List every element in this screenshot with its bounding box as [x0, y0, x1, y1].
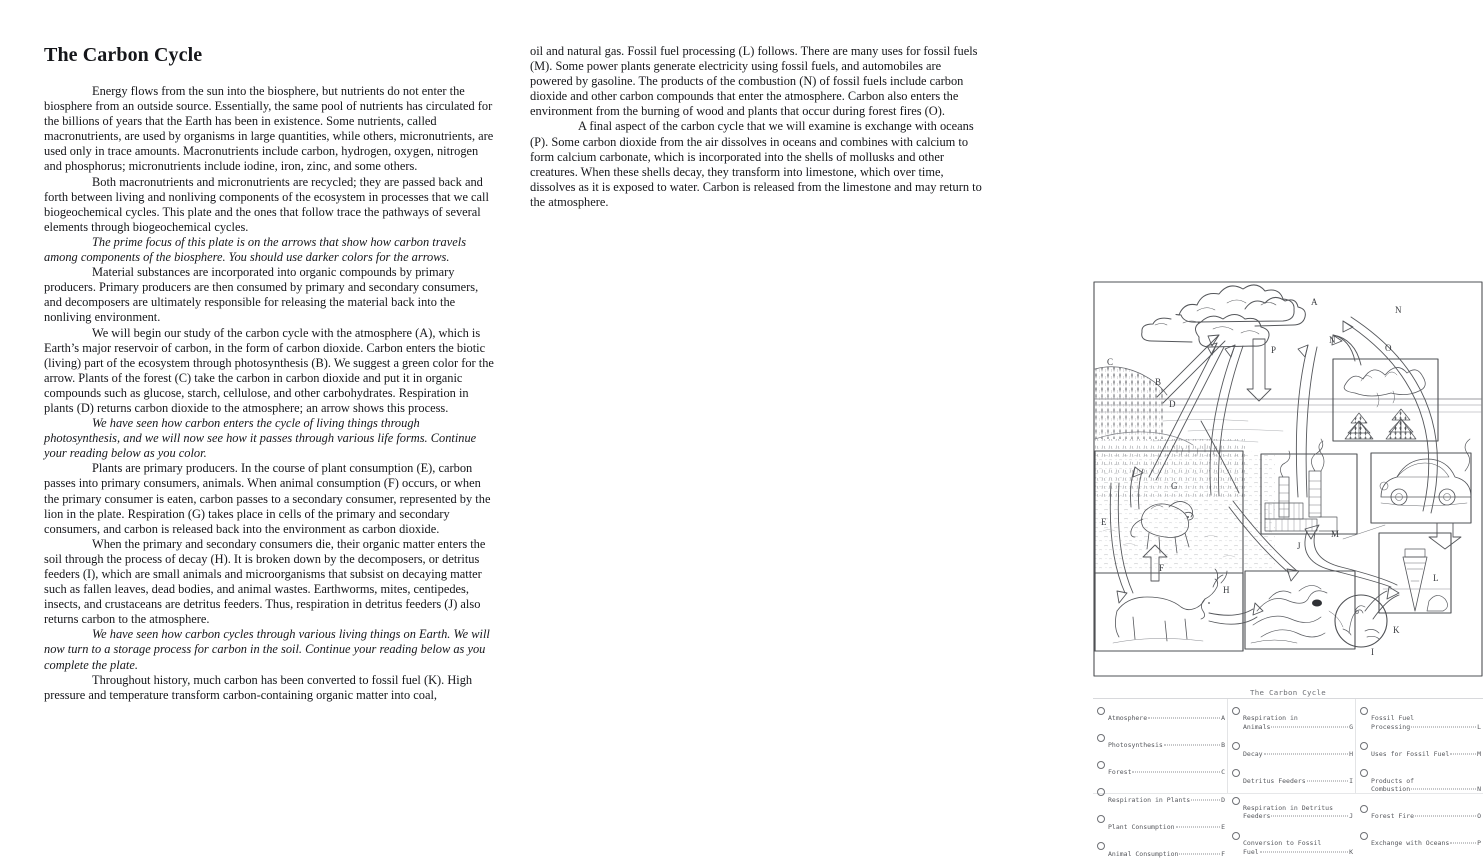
legend-letter: H	[1349, 749, 1353, 758]
circle-icon[interactable]	[1360, 832, 1368, 840]
legend-label-cont: Processing	[1371, 722, 1411, 731]
diagram-label-C: C	[1107, 357, 1114, 367]
legend-label-cont: Fuel	[1243, 847, 1259, 856]
diagram-label-B: B	[1155, 377, 1162, 387]
legend-letter: M	[1477, 749, 1481, 758]
legend-column-1	[1093, 699, 1228, 858]
legend-dots	[1307, 780, 1348, 781]
legend-label: Uses for Fossil Fuel	[1371, 749, 1450, 758]
legend-label: Exchange with Oceans	[1371, 839, 1450, 848]
legend-label: Photosynthesis	[1108, 741, 1163, 750]
legend-item[interactable]	[1360, 706, 1481, 739]
legend-label: Forest	[1108, 768, 1132, 777]
figure-legend	[1093, 698, 1483, 858]
body-paragraph: A final aspect of the carbon cycle that we will examine is exchange with oceans (P). Some carbon dioxide from the air dissolves in oceans and combines with calcium to form calcium carbonate, which is incorporated into the shells of mollusks and other creatures. When these shells decay, they transform into limestone, which over time, dissolves as it is exposed to water. Carbon is released from the limestone and may return to the atmosphere.	[530, 119, 982, 209]
diagram-label-K: K	[1393, 625, 1400, 635]
legend-letter: K	[1349, 847, 1353, 856]
circle-icon[interactable]	[1097, 815, 1105, 823]
legend-dots	[1271, 726, 1348, 727]
legend-label: Animal Consumption	[1108, 849, 1179, 858]
legend-item[interactable]	[1232, 741, 1353, 766]
legend-dots	[1132, 772, 1220, 773]
legend-letter: B	[1221, 741, 1225, 750]
diagram-label-I: I	[1371, 647, 1374, 657]
circle-icon[interactable]	[1232, 832, 1240, 840]
legend-item[interactable]	[1232, 796, 1353, 829]
body-paragraph: oil and natural gas. Fossil fuel processing (L) follows. There are many uses for fossil fuels (M). Some power plants generate electricity using fossil fuels, and automobiles are powered by gasoline. The products of the combustion (N) of fossil fuels include carbon dioxide and other carbon compounds that enter the atmosphere. Carbon also enters the environment from the burning of wood and plants that occur during forest fires (O).	[530, 44, 978, 119]
circle-icon[interactable]	[1097, 734, 1105, 742]
legend-item[interactable]	[1232, 768, 1353, 793]
circle-icon[interactable]	[1232, 742, 1240, 750]
body-paragraph: We will begin our study of the carbon cycle with the atmosphere (A), which is Earth’s major reservoir of carbon, in the form of carbon dioxide. Carbon enters the biotic (living) part of the ecosystem through photosynthesis (B). We suggest a green color for the arrow. Plants of the forest (C) take the carbon in carbon dioxide and put it in organic compounds such as glucose, starch, cellulose, and other carbohydrates. Respiration in plants (D) returns carbon dioxide to the atmosphere; an arrow shows this process.	[44, 325, 494, 415]
body-paragraph: When the primary and secondary consumers die, their organic matter enters the soil through the process of decay (H). It is broken down by the decomposers, or detritus feeders (I), which are small animals and microorganisms that subsist on decaying matter such as fallen leaves, dead bodies, and animal wastes. Earthworms, mites, centipedes, insects, and crustaceans are detritus feeders. Thus, respiration in detritus feeders (J) also returns carbon to the atmosphere.	[44, 536, 486, 627]
legend-item[interactable]	[1360, 741, 1481, 766]
legend-label: Forest Fire	[1371, 812, 1415, 821]
diagram-label-E: E	[1101, 517, 1107, 527]
body-paragraph: Both macronutrients and micronutrients are recycled; they are passed back and forth between living and nonliving components of the ecosystem in processes that we call biogeochemical cycles. This plate and the ones that follow trace the pathways of several elements through biogeochemical cycles.	[44, 174, 489, 234]
diagram-label-O: O	[1385, 343, 1392, 353]
diagram-label-P: P	[1271, 345, 1277, 355]
legend-letter: P	[1477, 839, 1481, 848]
legend-dots	[1179, 853, 1220, 854]
legend-dots	[1148, 718, 1220, 719]
legend-dots	[1450, 843, 1476, 844]
diagram-label-D: D	[1169, 399, 1176, 409]
circle-icon[interactable]	[1097, 842, 1105, 850]
legend-item[interactable]	[1232, 831, 1353, 864]
legend-label-cont: Feeders	[1243, 812, 1271, 821]
circle-icon[interactable]	[1232, 797, 1240, 805]
instruction-paragraph: We have seen how carbon enters the cycle of living things through photosynthesis, and we will now see how it passes through various life forms. Continue your reading below as you color.	[44, 416, 477, 461]
legend-label: Conversion to Fossil	[1243, 839, 1322, 848]
legend-letter: A	[1221, 714, 1225, 723]
legend-label: Respiration in	[1243, 714, 1298, 723]
circle-icon[interactable]	[1097, 707, 1105, 715]
figure-caption: The Carbon Cycle	[1250, 688, 1326, 697]
circle-icon[interactable]	[1097, 788, 1105, 796]
legend-label-cont: Combustion	[1371, 785, 1411, 794]
carbon-cycle-diagram	[1093, 281, 1483, 677]
legend-label: Atmosphere	[1108, 714, 1148, 723]
body-paragraph: Throughout history, much carbon has been converted to fossil fuel (K). High pressure and temperature transform carbon-containing organic matter into coal,	[44, 672, 473, 702]
legend-item[interactable]	[1360, 768, 1481, 801]
diagram-label-M: M	[1331, 529, 1340, 539]
legend-label-cont: Animals	[1243, 722, 1271, 731]
diagram-label-N-left: N	[1329, 335, 1336, 345]
circle-icon[interactable]	[1097, 761, 1105, 769]
legend-dots	[1411, 726, 1476, 727]
legend-dots	[1264, 753, 1349, 754]
legend-item[interactable]	[1097, 760, 1225, 785]
legend-letter: N	[1477, 785, 1481, 794]
legend-letter: D	[1221, 795, 1225, 804]
diagram-label-F: F	[1159, 563, 1165, 573]
legend-letter: L	[1477, 722, 1481, 731]
legend-item[interactable]	[1097, 706, 1225, 731]
legend-dots	[1176, 826, 1221, 827]
legend-label: Respiration in Plants	[1108, 795, 1191, 804]
legend-letter: I	[1349, 776, 1353, 785]
legend-item[interactable]	[1097, 814, 1225, 839]
legend-item[interactable]	[1097, 733, 1225, 758]
legend-dots	[1450, 753, 1476, 754]
right-text-column	[530, 44, 1481, 858]
instruction-paragraph: We have seen how carbon cycles through various living things on Earth. We will now turn to a storage process for carbon in the soil. Continue your reading below as you complete the plate.	[44, 627, 490, 672]
legend-dots	[1271, 816, 1348, 817]
legend-dots	[1411, 789, 1476, 790]
instruction-paragraph: The prime focus of this plate is on the arrows that show how carbon travels among components of the biosphere. You should use darker colors for the arrows.	[44, 234, 467, 265]
legend-column-2	[1228, 699, 1356, 856]
legend-dots	[1415, 816, 1476, 817]
left-text-column	[44, 44, 496, 703]
legend-letter: F	[1221, 849, 1225, 858]
legend-letter: E	[1221, 822, 1225, 831]
circle-icon[interactable]	[1360, 707, 1368, 715]
legend-item[interactable]	[1097, 841, 1225, 866]
legend-letter: C	[1221, 768, 1225, 777]
diagram-label-J: J	[1297, 541, 1301, 551]
carbon-cycle-figure	[1093, 281, 1483, 858]
legend-item[interactable]	[1360, 831, 1481, 856]
legend-dots	[1164, 745, 1220, 746]
legend-label: Products of	[1371, 776, 1415, 785]
legend-item[interactable]	[1232, 706, 1353, 739]
page-title: The Carbon Cycle	[44, 44, 203, 66]
legend-item[interactable]	[1097, 787, 1225, 812]
legend-letter: J	[1349, 812, 1353, 821]
legend-label: Decay	[1243, 749, 1263, 758]
circle-icon[interactable]	[1232, 769, 1240, 777]
diagram-label-G: G	[1171, 481, 1178, 491]
diagram-label-L: L	[1433, 573, 1439, 583]
legend-dots	[1260, 851, 1348, 852]
circle-icon[interactable]	[1232, 707, 1240, 715]
legend-label: Plant Consumption	[1108, 822, 1175, 831]
legend-item[interactable]	[1360, 804, 1481, 829]
legend-label: Detritus Feeders	[1243, 776, 1306, 785]
legend-letter: O	[1477, 812, 1481, 821]
legend-label: Respiration in Detritus	[1243, 803, 1334, 812]
body-paragraph: Plants are primary producers. In the course of plant consumption (E), carbon passes into primary consumers, animals. When animal consumption (F) occurs, or when the primary consumer is eaten, carbon passes to a secondary consumer, represented by the lion in the plate. Respiration (G) takes place in cells of the primary and secondary consumers, and carbon is released back into the environment as carbon dioxide.	[44, 461, 491, 536]
diagram-label-H: H	[1223, 585, 1230, 595]
circle-icon[interactable]	[1360, 805, 1368, 813]
body-paragraph: Energy flows from the sun into the biosphere, but nutrients do not enter the biosphere from an outside source. Essentially, the same pool of nutrients has circulated for the billions of years that the Earth has been in existence. Some nutrients, called macronutrients, are used by organisms in large quantities, while others, micronutrients, are used only in trace amounts. Macronutrients include carbon, hydrogen, oxygen, nitrogen and phosphorus; micronutrients include iodine, iron, zinc, and some others.	[44, 84, 494, 174]
legend-dots	[1191, 799, 1220, 800]
legend-label: Fossil Fuel	[1371, 714, 1415, 723]
diagram-label-A: A	[1311, 297, 1318, 307]
circle-icon[interactable]	[1360, 769, 1368, 777]
legend-column-3	[1356, 699, 1483, 848]
circle-icon[interactable]	[1360, 742, 1368, 750]
diagram-label-N-right: N	[1395, 305, 1402, 315]
body-paragraph: Material substances are incorporated into organic compounds by primary producers. Primary producers are then consumed by primary and secondary consumers, and decomposers are ultimately responsible for releasing the material back into the nonliving environment.	[44, 265, 479, 325]
legend-letter: G	[1349, 722, 1353, 731]
